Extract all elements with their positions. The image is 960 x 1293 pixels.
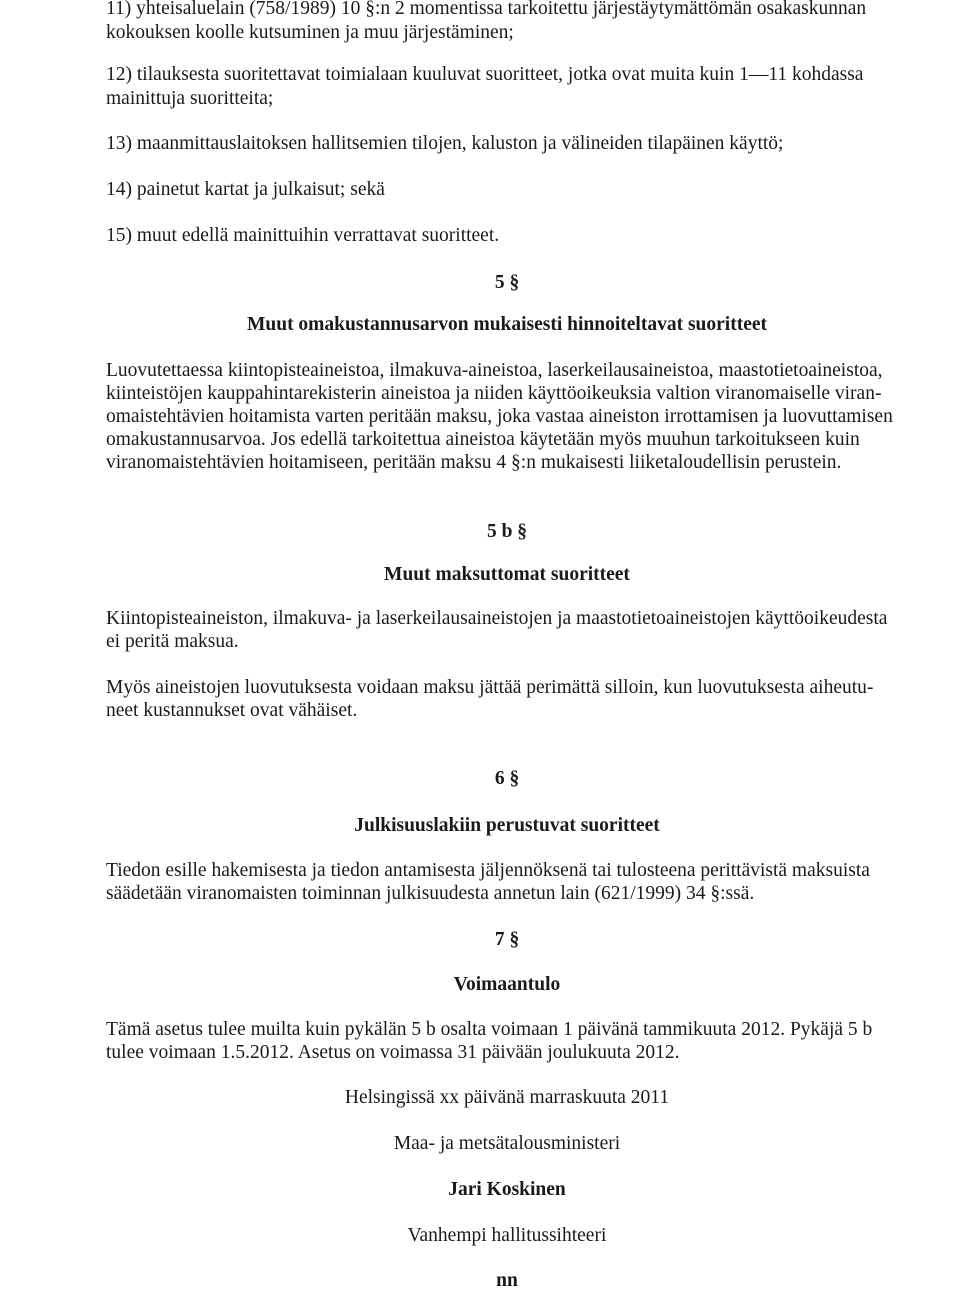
section-5-text-line1: Luovutettaessa kiintopisteaineistoa, ilmakuva-aineistoa, laserkeilausaineistoa, maastotietoaineistoa,	[106, 360, 883, 381]
section-5-text-line2: kiinteistöjen kauppahintarekisterin aineistoa ja niiden käyttöoikeuksia valtion viranomaiselle viran-	[106, 383, 882, 404]
signature-official-name: nn	[496, 1270, 518, 1291]
section-7-text-line2: tulee voimaan 1.5.2012. Asetus on voimassa 31 päivään joulukuuta 2012.	[106, 1042, 680, 1063]
list-item-15: 15) muut edellä mainittuihin verrattavat suoritteet.	[106, 225, 500, 246]
section-5-heading: Muut omakustannusarvon mukaisesti hinnoiteltavat suoritteet	[246, 314, 768, 335]
section-5-text-line4: omakustannusarvoa. Jos edellä tarkoitettua aineistoa käytetään myös muuhun tarkoitukseen kuin	[106, 429, 860, 450]
signature-place-date: Helsingissä xx päivänä marraskuuta 2011	[344, 1087, 670, 1108]
signature-minister-title: Maa- ja metsätalousministeri	[393, 1133, 621, 1154]
signature-official-title: Vanhempi hallitussihteeri	[407, 1225, 607, 1246]
list-item-11-line1: 11) yhteisaluelain (758/1989) 10 §:n 2 momentissa tarkoitettu järjestäytymättömän osakaskunnan	[106, 0, 867, 19]
section-5b-para1-line2: ei peritä maksua.	[106, 631, 239, 652]
section-7-number: 7 §	[494, 929, 520, 950]
section-7-heading: Voimaantulo	[453, 974, 561, 995]
list-item-12-line1: 12) tilauksesta suoritettavat toimialaan kuuluvat suoritteet, jotka ovat muita kuin 1—11 kohdassa	[106, 64, 864, 85]
section-5b-para2-line2: neet kustannukset ovat vähäiset.	[106, 700, 358, 721]
section-5b-number: 5 b §	[486, 521, 528, 542]
section-5b-heading: Muut maksuttomat suoritteet	[384, 564, 630, 585]
section-6-text-line1: Tiedon esille hakemisesta ja tiedon antamisesta jäljennöksenä tai tulosteena perittävistä maksuista	[106, 860, 870, 881]
section-5-number: 5 §	[494, 272, 520, 293]
section-5b-para2-line1: Myös aineistojen luovutuksesta voidaan maksu jättää perimättä silloin, kun luovutuksesta aiheutu-	[106, 677, 874, 698]
section-5-text-line3: omaistehtävien hoitamista varten peritään maksu, joka vastaa aineiston irrottamisen ja luovuttamisen	[106, 406, 893, 427]
section-6-number: 6 §	[494, 768, 520, 789]
list-item-14: 14) painetut kartat ja julkaisut; sekä	[106, 179, 385, 200]
section-5-text-line5: viranomaistehtävien hoitamiseen, peritään maksu 4 §:n mukaisesti liiketaloudellisin perustein.	[106, 452, 842, 473]
list-item-12-line2: mainittuja suoritteita;	[106, 88, 274, 109]
signature-minister-name: Jari Koskinen	[448, 1179, 566, 1200]
section-6-heading: Julkisuuslakiin perustuvat suoritteet	[354, 815, 660, 836]
section-5b-para1-line1: Kiintopisteaineiston, ilmakuva- ja laserkeilausaineistojen ja maastotietoaineistojen käyttöoikeudesta	[106, 608, 888, 629]
section-7-text-line1: Tämä asetus tulee muilta kuin pykälän 5 b osalta voimaan 1 päivänä tammikuuta 2012. Pykäjä 5 b	[106, 1019, 873, 1040]
list-item-13: 13) maanmittauslaitoksen hallitsemien tilojen, kaluston ja välineiden tilapäinen käyttö;	[106, 133, 784, 154]
section-6-text-line2: säädetään viranomaisten toiminnan julkisuudesta annetun lain (621/1999) 34 §:ssä.	[106, 883, 755, 904]
list-item-11-line2: kokouksen koolle kutsuminen ja muu järjestäminen;	[106, 22, 514, 43]
